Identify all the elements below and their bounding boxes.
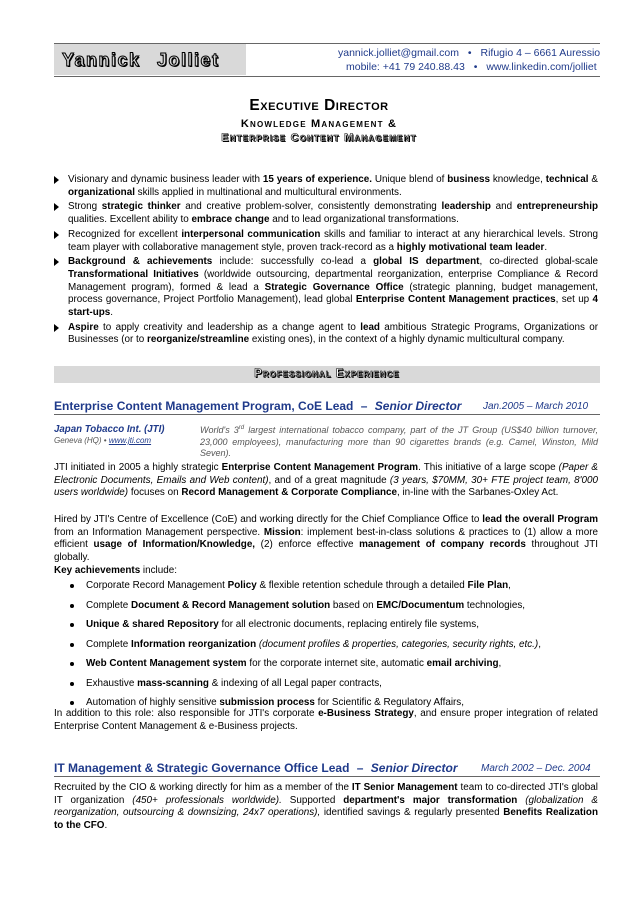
divider [54, 414, 600, 415]
job1-paragraph-3 [54, 708, 598, 733]
job1-location: Geneva (HQ) • [54, 436, 109, 445]
text-segment: (2) enforce effective [255, 539, 360, 551]
text-segment: global IS department [373, 256, 480, 268]
text-segment: submission process [219, 697, 315, 708]
text-segment: from an Information Management perspective. [54, 526, 264, 538]
text-segment: qualities. Excellent ability to [68, 214, 192, 226]
text-segment: technologies, [464, 599, 526, 611]
achievement-item [86, 639, 541, 650]
text-segment: Supported [281, 794, 344, 806]
text-segment: management of company records [359, 539, 526, 551]
text-segment: , and of a great magnitude [268, 474, 390, 486]
text-segment: department's major transformation [343, 794, 518, 806]
text-segment: strategic thinker [101, 201, 181, 213]
text-segment: In addition to this role: also responsible for JTI's corporate [54, 708, 319, 719]
candidate-name: Yannick Jolliet [62, 50, 220, 70]
job2-role: Senior Director [370, 761, 458, 775]
text-segment: based on [330, 599, 377, 611]
achievement-item [86, 600, 525, 611]
text-segment: 15 years of experience. [262, 174, 372, 185]
text-segment: skills and familiar to interact at any hierarchical levels. Strong team player with collaborative management style, proven track-record as a [68, 228, 598, 253]
text-segment: Background & achievements [68, 256, 213, 268]
summary-item [54, 229, 598, 254]
text-segment: throughout JTI globally. [54, 539, 599, 563]
arrow-bullet-icon [54, 203, 59, 211]
text-segment: and to lead organizational transformations. [269, 214, 459, 226]
text-segment: ambitious Strategic Programs, Organizations or Businesses (or to [68, 321, 598, 346]
bullet-icon [70, 662, 74, 666]
text-segment: usage of Information/Knowledge, [93, 539, 256, 551]
main-title: Executive Director [249, 97, 389, 114]
email[interactable]: yannick.jolliet@gmail.com [338, 47, 459, 59]
name-box [54, 44, 246, 75]
arrow-bullet-icon [54, 258, 59, 266]
arrow-bullet-icon [54, 231, 59, 239]
text-segment: Visionary and dynamic business leader with [68, 174, 263, 185]
job2-paragraph-1 [54, 782, 598, 832]
text-segment: mass-scanning [137, 677, 209, 689]
text-segment: JTI initiated in 2005 a highly strategic [54, 462, 222, 473]
text-segment: business [447, 174, 490, 185]
text-segment: , and ensure proper integration of related Enterprise Content Management & e-Business projects. [54, 708, 598, 732]
text-segment: & flexible retention schedule through a detailed [256, 580, 468, 591]
bullet-icon [70, 701, 74, 705]
job1-dates: Jan.2005 – March 2010 [483, 401, 589, 412]
linkedin-link[interactable]: www.linkedin.com/jolliet [486, 61, 597, 73]
mobile: mobile: +41 79 240.88.43 [346, 61, 465, 73]
text-segment: lead [360, 321, 380, 333]
text-segment: reorganize/streamline [147, 334, 250, 346]
separator: • [467, 47, 472, 59]
text-segment: Record Management & Corporate Compliance [181, 487, 397, 499]
bullet-icon [70, 604, 74, 608]
text-segment: to apply creativity and leadership as a change agent to [98, 321, 361, 333]
achievements-suffix: include: [140, 565, 177, 576]
text-segment: Benefits Realization to the CFO [54, 807, 598, 831]
job1-paragraph-1 [54, 462, 598, 500]
text-segment: Enterprise Content Management Program [221, 462, 419, 473]
summary-item [54, 256, 598, 319]
separator: • [473, 61, 478, 73]
bullet-icon [70, 643, 74, 647]
text-segment: Web Content Management system [86, 658, 247, 669]
text-segment: entrepreneurship [516, 201, 598, 213]
text-segment: highly motivational team leader [396, 241, 545, 253]
job1-heading [54, 399, 461, 413]
text-segment: , set up [555, 294, 593, 306]
bullet-icon [70, 584, 74, 588]
subtitle-2: Enterprise Content Management [221, 132, 417, 144]
bullet-icon [70, 682, 74, 686]
text-segment: , [498, 658, 502, 669]
text-segment: . [110, 306, 113, 318]
text-segment: focuses on [128, 487, 182, 499]
summary-item [54, 201, 598, 226]
text-segment: , [508, 580, 511, 591]
text-segment: Enterprise Content Management practices [355, 294, 556, 306]
subtitle-1: Knowledge Management & [240, 118, 398, 130]
job1-company: Japan Tobacco Int. (JTI) [54, 424, 165, 435]
text-segment: Unique & shared Repository [86, 619, 219, 630]
job1-title: Enterprise Content Management Program, CoE Lead [54, 399, 354, 413]
text-segment: interpersonal communication [181, 228, 321, 240]
text-segment: email archiving [426, 658, 499, 669]
text-segment: identified savings & regularly presented [320, 807, 504, 819]
text-segment: , [538, 638, 541, 650]
job2-dash: – [356, 761, 364, 775]
section-band [54, 366, 600, 383]
text-segment: skills applied in multinational and multicultural environments. [134, 186, 402, 198]
text-segment: Exhaustive [86, 677, 138, 689]
text-segment: technical [545, 174, 589, 185]
text-segment: Hired by JTI's Centre of Excellence (CoE) and working directly for the Chief Compliance Office to [54, 514, 483, 525]
text-segment: existing ones), in the context of a highly dynamic multicultural company. [249, 334, 565, 346]
text-segment: Unique blend of [372, 174, 448, 185]
text-segment: (Paper & Electronic Documents, Emails and Web content) [54, 462, 598, 486]
header-bar [54, 43, 600, 77]
text-segment: (document profiles & properties, categories, security rights, etc.) [258, 638, 539, 650]
job2-title: IT Management & Strategic Governance Office Lead [54, 761, 350, 775]
text-segment: Complete [86, 599, 132, 611]
text-segment: (3 years, $70MM, 30+ FTE project team, 8'000 users worldwide) [54, 474, 598, 499]
contact-line-1 [338, 47, 600, 59]
bullet-icon [70, 623, 74, 627]
text-segment: : implement best-in-class solutions & practices to (1) allow a more efficient [54, 526, 598, 551]
text-segment: . [544, 241, 548, 253]
text-segment: for the corporate internet site, automatic [246, 658, 427, 669]
text-segment: leadership [441, 201, 491, 213]
achievements-heading [54, 565, 177, 576]
text-segment: Complete [86, 638, 132, 650]
achievement-item [86, 697, 464, 708]
text-segment: Information reorganization [131, 638, 257, 650]
achievement-item [86, 678, 382, 689]
job2-heading [54, 761, 458, 775]
text-segment: 4 start-ups [68, 294, 598, 318]
text-segment: and [490, 201, 517, 213]
text-segment: and creative problem-solver, consistently demonstrating [180, 201, 442, 213]
arrow-bullet-icon [54, 324, 59, 332]
desc-part: World's 3 [200, 425, 239, 435]
text-segment: Transformational Initiatives [68, 269, 199, 281]
text-segment: Strategic Governance Office [264, 281, 404, 293]
text-segment: organizational [68, 186, 135, 198]
text-segment: IT Senior Management [351, 782, 458, 793]
text-segment: (450+ professionals worldwide). [132, 794, 282, 806]
text-segment: for Scientific & Regulatory Affairs, [314, 697, 464, 708]
text-segment: team to co-directed JTI's global IT organization [54, 782, 598, 806]
text-segment: embrace change [191, 214, 270, 226]
job1-location-line [54, 436, 151, 445]
summary-list [54, 174, 598, 349]
text-segment: Aspire [68, 321, 99, 333]
text-segment: Policy [227, 580, 257, 591]
achievement-item [86, 658, 501, 669]
summary-item [54, 174, 598, 199]
achievement-item [86, 619, 479, 630]
text-segment: Recognized for excellent [68, 228, 182, 240]
job1-role: Senior Director [374, 399, 462, 413]
text-segment: (worldwide outsourcing, departmental reorganization, enterprise Compliance & Record Management program), formed & lead a [68, 269, 598, 293]
address: Rifugio 4 – 6661 Auressio [480, 47, 601, 59]
text-segment: include: successfully co-lead a [212, 256, 374, 268]
text-segment: e-Business Strategy [318, 708, 414, 719]
text-segment: Strong [68, 201, 102, 213]
text-segment: & [588, 174, 598, 185]
text-segment: , co-directed global-scale [479, 256, 599, 268]
text-segment: Document & Record Management solution [131, 599, 331, 611]
arrow-bullet-icon [54, 176, 59, 184]
text-segment: File Plan [467, 580, 509, 591]
divider [54, 776, 600, 777]
text-segment: Recruited by the CIO & working directly for him as a member of the [54, 782, 352, 793]
achievements-label: Key achievements [54, 565, 141, 576]
text-segment: . [104, 819, 108, 831]
job1-company-description [200, 423, 598, 460]
text-segment: (globalization & reorganization, outsourcing & downsizing, 24x7 operations), [54, 794, 598, 819]
desc-sup: rd [238, 425, 245, 431]
text-segment: for all electronic documents, replacing entirely file systems, [218, 619, 479, 630]
desc-part: largest international tobacco company, part of the JT Group (US$40 billion turnover, 23,000 employees), manufacturing more than 90 cigarettes brands (e.g. Camel, Winston, Mild Seven). [200, 425, 598, 458]
text-segment: & indexing of all Legal paper contracts, [208, 677, 382, 689]
text-segment: (strategic planning, budget management, process governance, Project Portfolio Management), lead global [68, 281, 598, 306]
text-segment: Corporate Record Management [86, 580, 228, 591]
company-website-link[interactable]: www.jti.com [108, 436, 152, 445]
text-segment: Automation of highly sensitive [86, 697, 220, 708]
text-segment: , in-line with the Sarbanes-Oxley Act. [397, 487, 559, 499]
text-segment: . This initiative of a large scope [418, 462, 559, 473]
section-title: Professional Experience [254, 368, 400, 380]
job2-dates: March 2002 – Dec. 2004 [481, 763, 591, 774]
achievement-item [86, 580, 511, 591]
job1-paragraph-2 [54, 514, 598, 564]
job1-dash: – [360, 399, 368, 413]
text-segment: EMC/Documentum [376, 599, 465, 611]
text-segment: Mission [263, 526, 301, 538]
text-segment: lead the overall Program [482, 514, 598, 525]
text-segment: knowledge, [490, 174, 546, 185]
contact-line-2 [346, 61, 597, 73]
summary-item [54, 322, 598, 347]
